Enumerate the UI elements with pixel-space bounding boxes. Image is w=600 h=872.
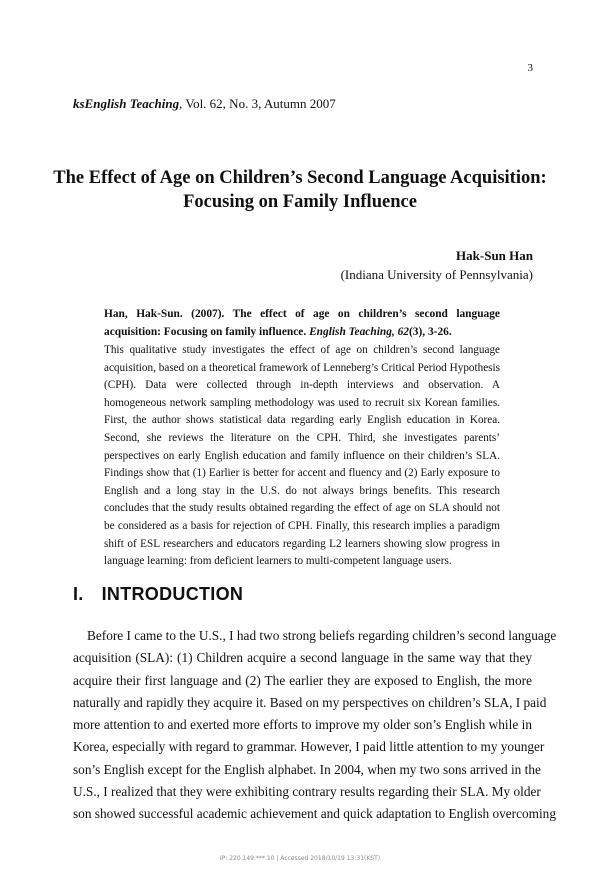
abstract-line: language learning: from deficient learners to multi-competent language users. <box>104 555 452 568</box>
body-line: naturally and rapidly they acquire it. Based on my perspectives on children’s SLA, I paid <box>73 694 547 710</box>
author-name: Hak-Sun Han <box>456 248 533 263</box>
citation-pages: (3), 3-26. <box>408 326 452 338</box>
title-line-1: The Effect of Age on Children’s Second Language Acquisition: <box>53 168 547 188</box>
body-line: Korea, especially with regard to grammar. However, I paid little attention to my younger <box>73 739 545 755</box>
body-line: acquire their first language and (2) The earlier they are exposed to English, the more <box>73 672 532 688</box>
body-line: Before I came to the U.S., I had two strong beliefs regarding children’s second language <box>87 628 557 643</box>
author-affiliation: (Indiana University of Pennsylvania) <box>340 267 533 282</box>
abstract-line: concludes that the study results obtained regarding the effect of age on SLA should not <box>104 502 500 515</box>
abstract <box>104 342 500 571</box>
journal-header <box>73 96 336 112</box>
title-line-2: Focusing on Family Influence <box>183 192 417 212</box>
page-number: 3 <box>527 62 533 74</box>
abstract-line: Findings show that (1) Earlier is better for accent and fluency and (2) Early exposure to <box>104 467 500 480</box>
abstract-line: shift of ESL researchers and educators regarding L2 learners showing slow progress in <box>104 537 500 550</box>
journal-name: ksEnglish Teaching <box>73 96 180 111</box>
body-line: son showed successful academic achievement and quick adaptation to English overcoming <box>73 806 556 822</box>
body-line: U.S., I realized that they were exhibiting contrary results regarding their SLA. My older <box>73 784 541 800</box>
body-line: more attention to and exerted more efforts to improve my older son’s English while in <box>73 717 532 733</box>
section-title: INTRODUCTION <box>101 584 244 604</box>
abstract-line: This qualitative study investigates the effect of age on children’s second language <box>104 344 500 356</box>
citation <box>104 305 500 341</box>
access-footer: IP: 220.149.***.10 | Accessed 2018/10/19 13:31(KST) <box>219 855 381 862</box>
citation-text: Han, Hak-Sun. (2007). The effect of age on children’s second language acquisition: Focusing on family influence. <box>104 308 500 338</box>
paper-title <box>50 166 550 214</box>
section-heading <box>73 584 243 605</box>
abstract-line: (CPH). Data were collected through in-depth interviews and observation. A <box>104 379 500 392</box>
section-number: I. <box>73 584 84 604</box>
abstract-line: acquisition, based on a theoretical framework of Lenneberg’s Critical Period Hypothesis <box>104 361 500 374</box>
abstract-line: be considered as a basis for rejection of CPH. Finally, this research implies a paradigm <box>104 519 500 532</box>
journal-issue-details: , Vol. 62, No. 3, Autumn 2007 <box>179 96 336 111</box>
abstract-line: perspectives on early English education and family influence on their children’s SLA. <box>104 449 500 462</box>
introduction-text <box>73 625 557 826</box>
abstract-line: First, the author shows statistical data regarding early English education in Korea. <box>104 414 500 427</box>
abstract-line: Second, she reviews the literature on the CPH. Third, she investigates parents’ <box>104 431 500 444</box>
abstract-line: homogeneous network sampling methodology was used to recruit six Korean families. <box>104 396 500 409</box>
body-line: son’s English except for the English alphabet. In 2004, when my two sons arrived in the <box>73 761 541 777</box>
body-line: acquisition (SLA): (1) Children acquire a second language in the same way that they <box>73 650 532 666</box>
citation-journal: English Teaching, 62 <box>309 326 409 338</box>
abstract-line: English and a long stay in the U.S. do not always brings benefits. This research <box>104 484 500 497</box>
